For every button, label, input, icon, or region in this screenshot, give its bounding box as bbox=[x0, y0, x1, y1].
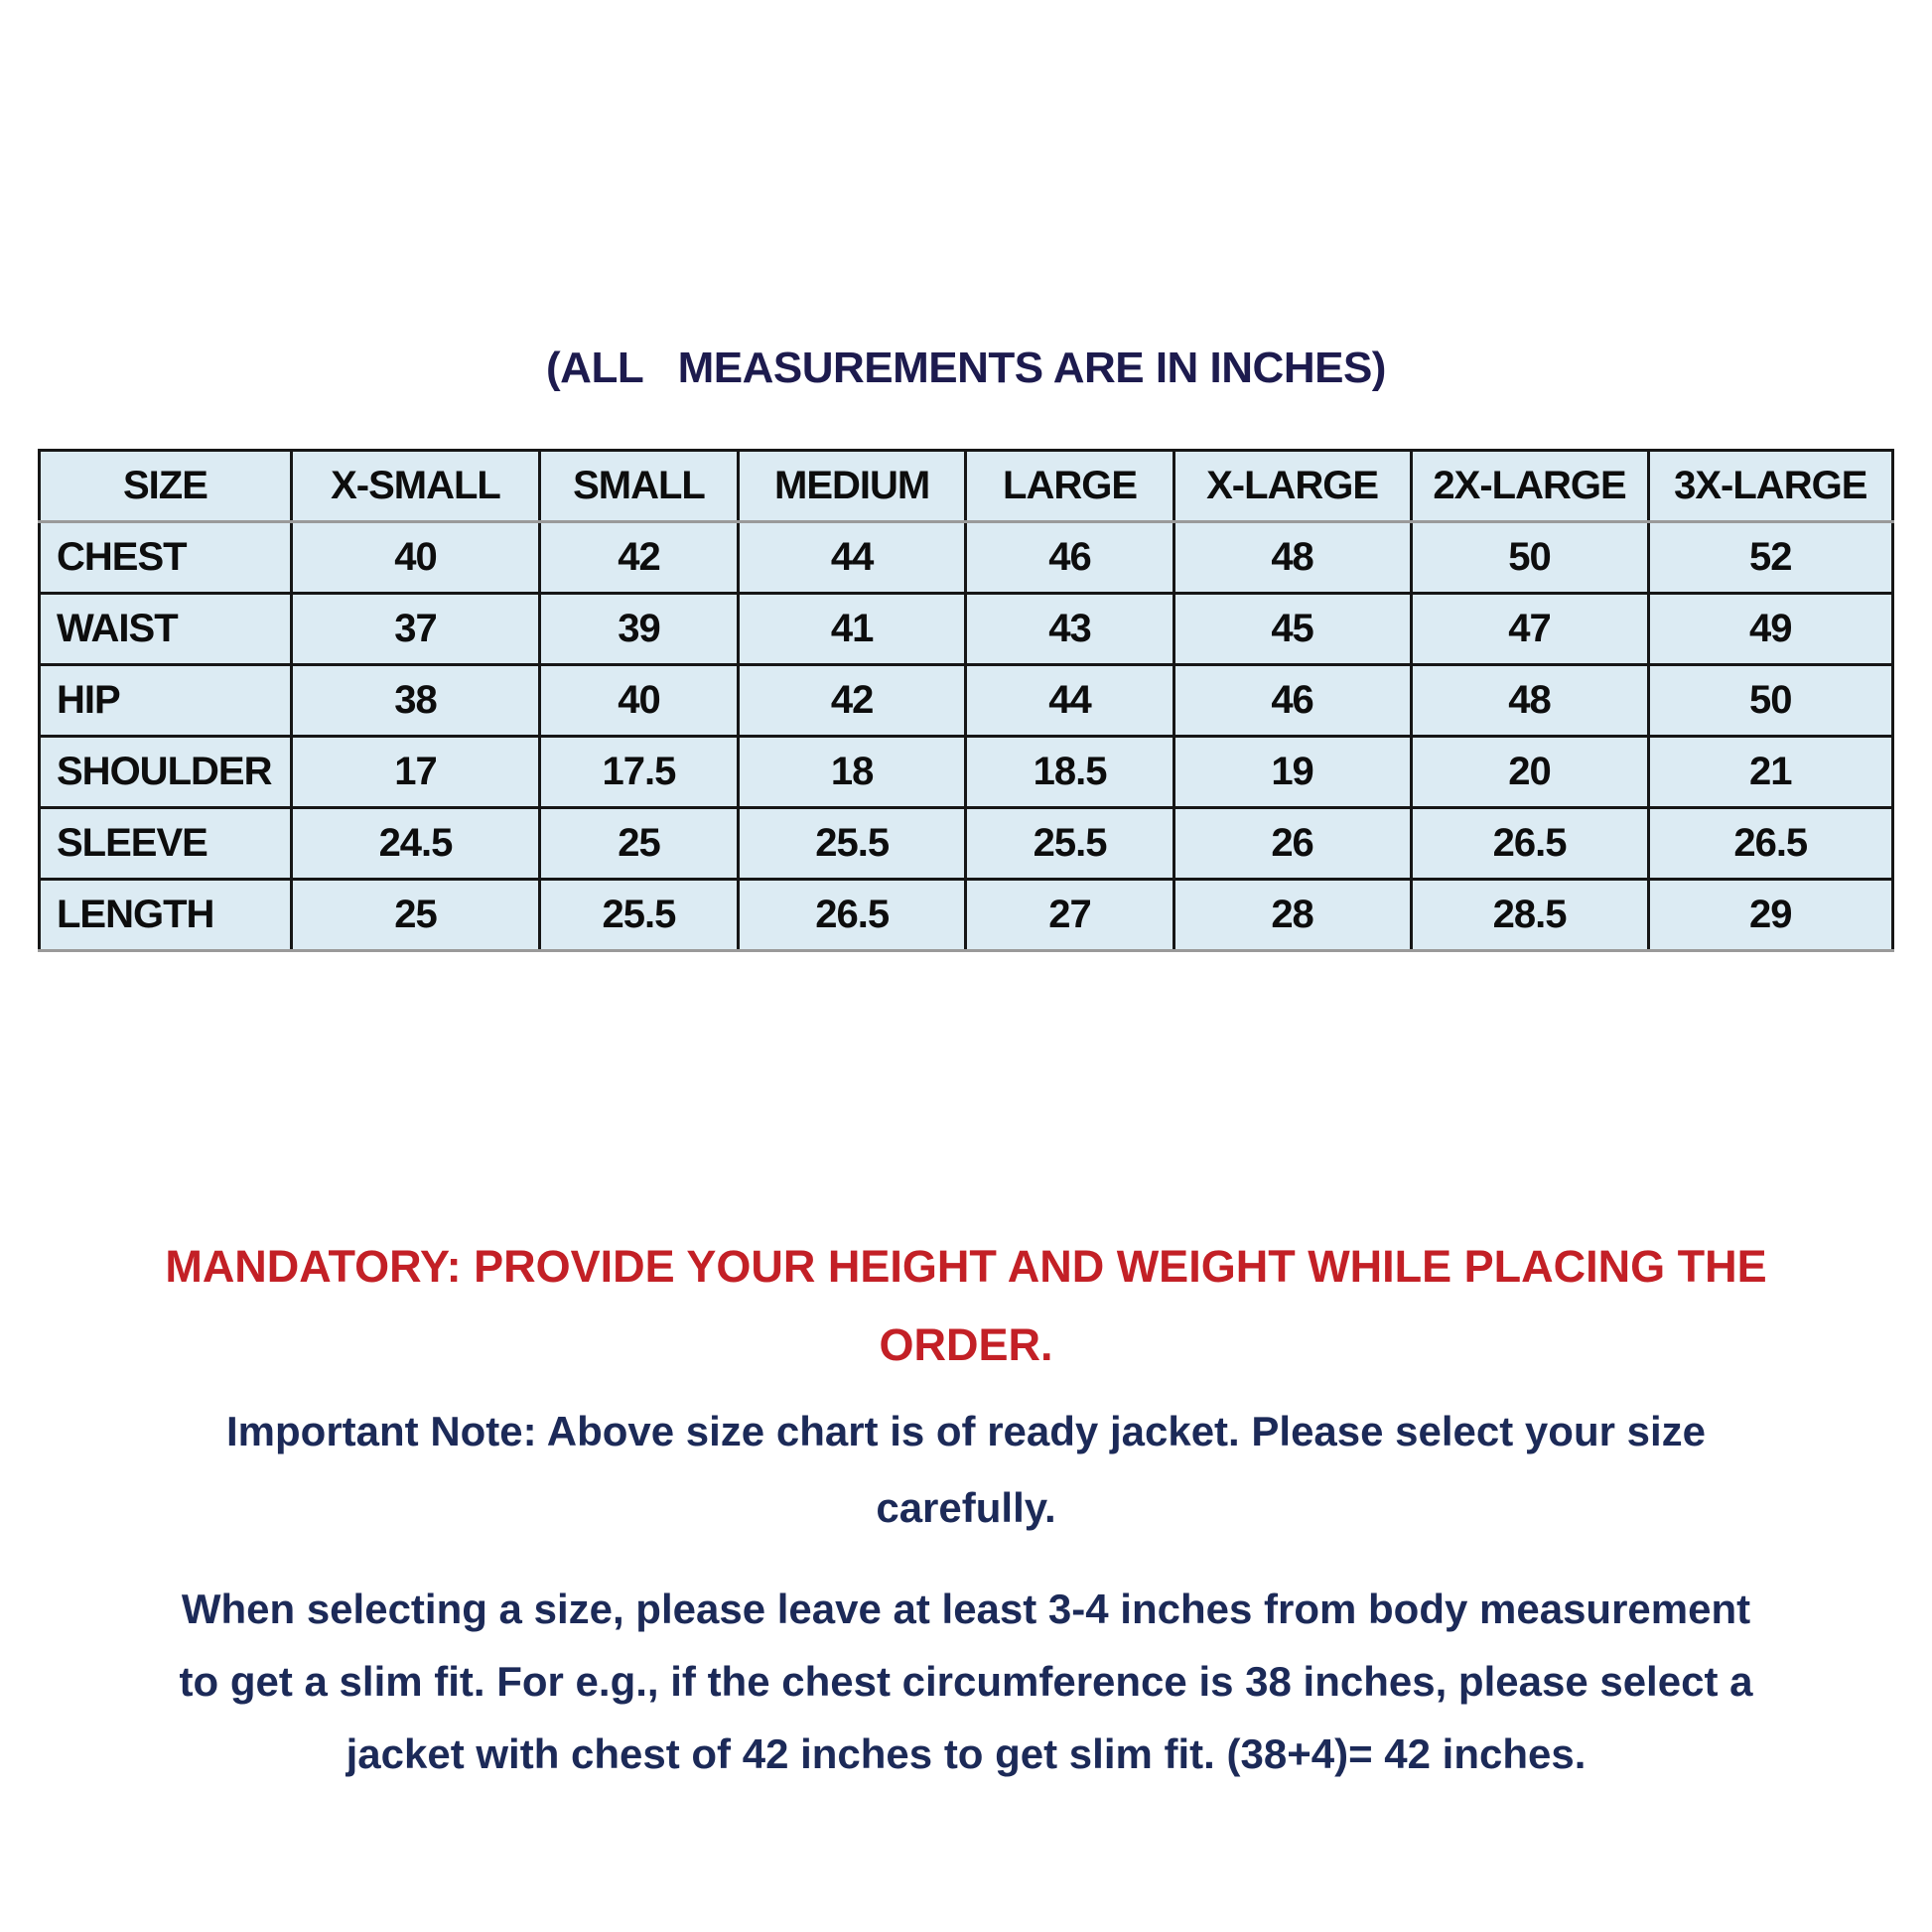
measurement-cell: 25 bbox=[291, 880, 539, 951]
row-label: LENGTH bbox=[40, 880, 292, 951]
size-column-header-large: LARGE bbox=[966, 451, 1173, 522]
measurement-cell: 44 bbox=[966, 665, 1173, 737]
page-title: (ALL MEASUREMENTS ARE IN INCHES) bbox=[546, 344, 1386, 392]
measurement-cell: 18 bbox=[738, 737, 966, 808]
measurement-cell: 19 bbox=[1173, 737, 1411, 808]
measurement-cell: 26 bbox=[1173, 808, 1411, 880]
size-chart-row-shoulder bbox=[40, 737, 1893, 808]
measurement-cell: 17 bbox=[291, 737, 539, 808]
measurement-cell: 44 bbox=[738, 522, 966, 594]
measurement-cell: 41 bbox=[738, 594, 966, 665]
size-column-header-medium: MEDIUM bbox=[738, 451, 966, 522]
sizing-advice-line: When selecting a size, please leave at least 3-4 inches from body measurement bbox=[181, 1585, 1751, 1632]
size-chart-row-length bbox=[40, 880, 1893, 951]
size-column-header-small: SMALL bbox=[540, 451, 739, 522]
measurement-cell: 27 bbox=[966, 880, 1173, 951]
measurement-cell: 25.5 bbox=[540, 880, 739, 951]
size-chart-row-chest bbox=[40, 522, 1893, 594]
measurement-cell: 42 bbox=[540, 522, 739, 594]
measurement-cell: 52 bbox=[1648, 522, 1892, 594]
measurement-cell: 49 bbox=[1648, 594, 1892, 665]
measurement-cell: 46 bbox=[1173, 665, 1411, 737]
measurement-cell: 48 bbox=[1173, 522, 1411, 594]
measurement-cell: 43 bbox=[966, 594, 1173, 665]
measurement-cell: 21 bbox=[1648, 737, 1892, 808]
size-chart-row-sleeve bbox=[40, 808, 1893, 880]
measurement-cell: 18.5 bbox=[966, 737, 1173, 808]
measurement-cell: 40 bbox=[540, 665, 739, 737]
size-chart-row-waist bbox=[40, 594, 1893, 665]
row-label: SLEEVE bbox=[40, 808, 292, 880]
size-column-header: SIZE bbox=[40, 451, 292, 522]
mandatory-note-line: MANDATORY: PROVIDE YOUR HEIGHT AND WEIGHT WHILE PLACING THE bbox=[165, 1241, 1767, 1292]
measurement-cell: 47 bbox=[1411, 594, 1648, 665]
size-chart-container bbox=[38, 449, 1894, 952]
size-column-header-2x-large: 2X-LARGE bbox=[1411, 451, 1648, 522]
measurement-cell: 25 bbox=[540, 808, 739, 880]
measurement-cell: 17.5 bbox=[540, 737, 739, 808]
sizing-advice-note bbox=[92, 1573, 1840, 1790]
row-label: CHEST bbox=[40, 522, 292, 594]
important-note-line: Important Note: Above size chart is of ready jacket. Please select your size bbox=[226, 1407, 1706, 1454]
measurement-cell: 45 bbox=[1173, 594, 1411, 665]
important-note-line: carefully. bbox=[876, 1484, 1056, 1532]
size-chart-table bbox=[38, 449, 1894, 952]
measurement-cell: 48 bbox=[1411, 665, 1648, 737]
measurement-cell: 28 bbox=[1173, 880, 1411, 951]
measurement-cell: 25.5 bbox=[738, 808, 966, 880]
mandatory-note-line: ORDER. bbox=[879, 1318, 1053, 1370]
sizing-advice-line: to get a slim fit. For e.g., if the chest circumference is 38 inches, please select a bbox=[179, 1657, 1753, 1705]
measurement-cell: 26.5 bbox=[738, 880, 966, 951]
measurement-cell: 20 bbox=[1411, 737, 1648, 808]
measurement-cell: 39 bbox=[540, 594, 739, 665]
size-chart-header-row bbox=[40, 451, 1893, 522]
row-label: SHOULDER bbox=[40, 737, 292, 808]
size-chart-row-hip bbox=[40, 665, 1893, 737]
measurement-cell: 28.5 bbox=[1411, 880, 1648, 951]
mandatory-note bbox=[152, 1228, 1780, 1385]
size-column-header-x-large: X-LARGE bbox=[1173, 451, 1411, 522]
measurement-cell: 26.5 bbox=[1411, 808, 1648, 880]
row-label: HIP bbox=[40, 665, 292, 737]
measurement-cell: 26.5 bbox=[1648, 808, 1892, 880]
row-label: WAIST bbox=[40, 594, 292, 665]
measurement-cell: 24.5 bbox=[291, 808, 539, 880]
measurement-cell: 46 bbox=[966, 522, 1173, 594]
measurement-cell: 42 bbox=[738, 665, 966, 737]
measurement-cell: 38 bbox=[291, 665, 539, 737]
size-column-header-3x-large: 3X-LARGE bbox=[1648, 451, 1892, 522]
measurement-cell: 40 bbox=[291, 522, 539, 594]
measurement-cell: 25.5 bbox=[966, 808, 1173, 880]
sizing-advice-line: jacket with chest of 42 inches to get slim fit. (38+4)= 42 inches. bbox=[345, 1730, 1587, 1778]
measurement-cell: 50 bbox=[1411, 522, 1648, 594]
measurement-cell: 50 bbox=[1648, 665, 1892, 737]
size-column-header-x-small: X-SMALL bbox=[291, 451, 539, 522]
measurement-cell: 29 bbox=[1648, 880, 1892, 951]
measurement-cell: 37 bbox=[291, 594, 539, 665]
important-note bbox=[132, 1393, 1800, 1547]
